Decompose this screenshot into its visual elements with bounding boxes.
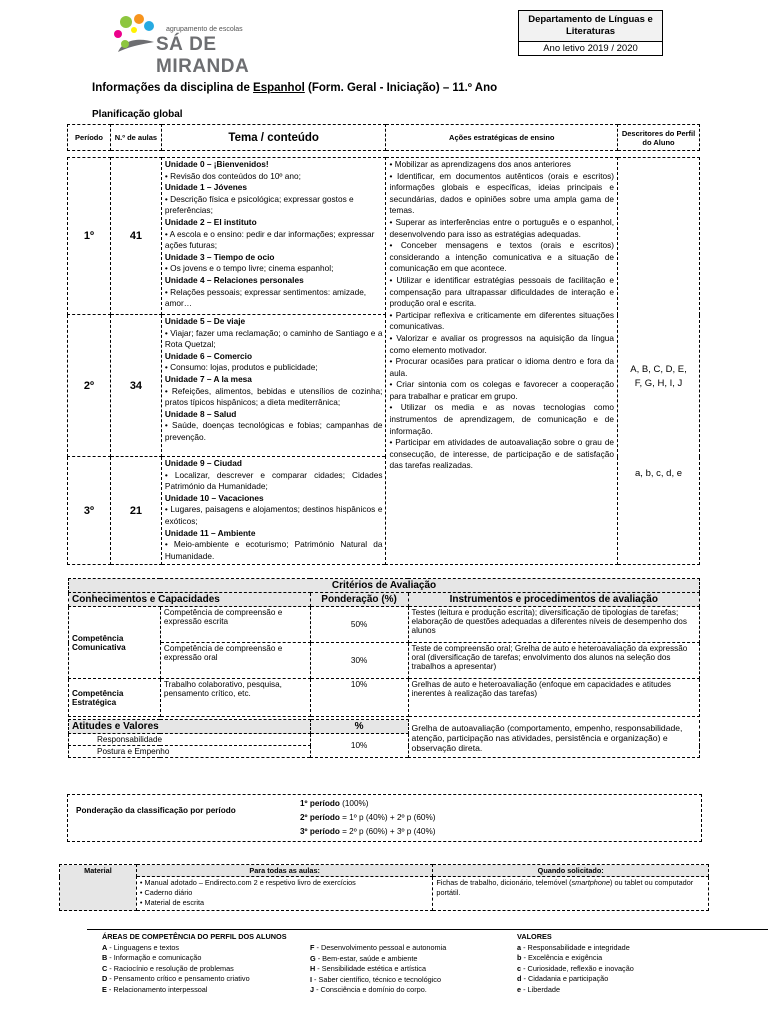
strategic-skill: Trabalho colaborativo, pesquisa, pensamento crítico, etc. (160, 679, 310, 717)
descriptors-lower: a, b, c, d, e (635, 468, 683, 479)
attitudes-pct: % (310, 720, 408, 734)
legend-item (102, 953, 287, 964)
legend-text: - Desenvolvimento pessoal e autonomia (314, 943, 447, 952)
school-year: Ano letivo 2019 / 2020 (543, 43, 638, 54)
p3-value: = 2º p (60%) + 3º p (40%) (339, 827, 436, 836)
unit-content: • Os jovens e o tempo livre; cinema espanhol; (164, 263, 334, 274)
legend-key: c (517, 963, 522, 973)
weighting-formulas (300, 797, 435, 839)
legend-item (517, 943, 634, 954)
unit-title: Unidade 8 – Salud (164, 408, 237, 419)
unit-content: • A escola e o ensino: pedir e dar informações; expressar ações futuras; (164, 228, 375, 251)
material-label: Material (60, 865, 137, 911)
action-item: • Mobilizar as aprendizagens dos anos anteriores (389, 159, 571, 169)
criteria-col-knowledge: Conhecimentos e Capacidades (69, 593, 311, 607)
legend-divider (87, 929, 768, 930)
period-2: 2º (68, 315, 111, 457)
oral-weight: 30% (310, 643, 408, 679)
legend-key: a (517, 942, 522, 952)
attitudes-title: Atitudes e Valores (69, 720, 311, 734)
legend-item (102, 974, 287, 985)
page-title (92, 82, 497, 94)
weighting-label: Ponderação da classificação por período (76, 806, 236, 815)
material-all-header: Para todas as aulas: (136, 865, 433, 877)
lessons-3: 21 (110, 457, 161, 565)
unit-content: • Lugares, paisagens e alojamentos; destinos hispânicos e exóticos; (164, 504, 383, 526)
legend-text: - Saber científico, técnico e tecnológico (312, 974, 442, 984)
legend-text: - Relacionamento interpessoal (106, 984, 208, 994)
evaluation-criteria-table (68, 578, 700, 758)
unit-title: Unidade 3 – Tiempo de ocio (164, 251, 275, 262)
legend-item (310, 985, 446, 996)
planning-table (67, 124, 700, 565)
legend-key: F (310, 943, 315, 952)
legend-text: - Pensamento crítico e pensamento criativo (107, 974, 250, 983)
unit-title: Unidade 5 – De viaje (164, 316, 246, 326)
title-subject: Espanhol (253, 82, 305, 94)
legend-item (102, 964, 287, 975)
legend-text: - Curiosidade, reflexão e inovação (521, 963, 634, 973)
criteria-col-instruments: Instrumentos e procedimentos de avaliação (408, 593, 699, 607)
legend-key: G (310, 953, 316, 963)
legend-item (102, 943, 287, 954)
lessons-2: 34 (110, 315, 161, 457)
lessons-1: 41 (110, 158, 161, 315)
strategic-instruments: Grelhas de auto e heteroavaliação (enfoque em capacidades e atitudes inerentes à realização das tarefas) (408, 679, 699, 717)
col-period: Período (68, 125, 111, 151)
p2-value: = 1º p (40%) + 2º p (60%) (339, 813, 436, 822)
unit-content: • Relações pessoais; expressar sentimentos: amizade, amor… (164, 286, 367, 309)
action-item: • Utilizar e identificar estratégias pessoais de facilitação e compensação para ultrapassar dificuldades de interação e produção oral e escrita. (389, 274, 615, 309)
material-when-pre: Fichas de trabalho, dicionário, telemóvel ( (436, 878, 572, 887)
written-instruments: Testes (leitura e produção escrita); diversificação de tipologias de tarefas; elaboração de questões adequadas a diferentes níveis de desempenho dos alunos (408, 607, 699, 643)
legend-text: - Consciência e domínio do corpo. (314, 985, 427, 994)
legend-text: - Responsabilidade e integridade (521, 942, 630, 952)
period-3: 3º (68, 457, 111, 565)
unit-content: • Revisão dos conteúdos do 10º ano; (164, 170, 301, 181)
criteria-col-weight: Ponderação (%) (310, 593, 408, 607)
attitudes-weight: 10% (310, 734, 408, 758)
action-item: • Identificar, em documentos autênticos (orais e escritos) informações globais e específicas, ideias principais e secundárias, dados e opiniões sobre uma ampla gama de temas. (389, 170, 615, 216)
logo-name: SÁ DE MIRANDA (156, 34, 250, 77)
unit-title: Unidade 0 – ¡Bienvenidos! (164, 159, 269, 169)
values-column (517, 943, 634, 996)
areas-column-2 (310, 943, 446, 996)
legend-key: C (102, 963, 108, 973)
legend-key: b (517, 953, 522, 962)
areas-column-1 (102, 943, 287, 996)
legend-key: H (310, 964, 316, 973)
legend-text: - Informação e comunicação (107, 953, 202, 962)
material-item-1: • Manual adotado – Endirecto.com 2 e respetivo livro de exercícios (139, 878, 356, 887)
communicative-competence-label: Competência Comunicativa (69, 607, 161, 679)
written-skill: Competência de compreensão e expressão escrita (160, 607, 310, 643)
legend-item (102, 985, 287, 996)
legend-item (310, 954, 446, 965)
strategic-weight: 10% (310, 679, 408, 717)
col-actions: Ações estratégicas de ensino (386, 125, 618, 151)
legend-key: J (310, 985, 315, 994)
school-logo (112, 12, 282, 77)
action-item: • Valorizar e avaliar os progressos na aquisição da língua como elemento motivador. (389, 332, 615, 355)
topics-period-1 (161, 158, 386, 315)
legend-key: D (102, 974, 108, 983)
descriptors-upper: A, B, C, D, E, F, G, H, I, J (630, 364, 687, 389)
attitude-item-2: Postura e Empenho (69, 746, 311, 758)
p1-label: 1º período (300, 799, 340, 808)
material-all-list (136, 877, 433, 911)
unit-content: • Consumo: lojas, produtos e publicidade; (164, 362, 318, 373)
unit-title: Unidade 4 – Relaciones personales (164, 274, 304, 285)
logo-small-text: agrupamento de escolas (166, 26, 243, 33)
title-suffix: (Form. Geral - Iniciação) – 11.º Ano (304, 82, 498, 94)
legend-text: - Raciocínio e resolução de problemas (107, 963, 234, 973)
legend-key: A (102, 942, 108, 952)
legend-text: - Cidadania e participação (521, 974, 609, 983)
oral-instruments: Teste de compreensão oral; Grelha de auto e heteroavaliação da expressão oral (diversificação de tarefas; envolvimento dos alunos na seleção dos trabalhos a apresentar) (408, 643, 699, 679)
unit-title: Unidade 10 – Vacaciones (164, 492, 264, 503)
col-descriptors: Descritores do Perfil do Aluno (618, 125, 700, 151)
legend-item (310, 975, 446, 986)
legend-key: B (102, 953, 108, 962)
areas-title: ÁREAS DE COMPETÊNCIA DO PERFIL DOS ALUNOS (102, 932, 287, 941)
legend-item (310, 943, 446, 954)
material-item-3: • Material de escrita (139, 898, 205, 907)
unit-title: Unidade 9 – Ciudad (164, 458, 242, 468)
material-when-post: ) ou tablet ou computador portátil. (436, 878, 694, 897)
unit-content: • Refeições, alimentos, bebidas e utensílios de cozinha; pratos típicos hispânicos; a dieta mediterrânica; (164, 385, 383, 408)
title-prefix: Informações da disciplina de (92, 82, 254, 94)
legend-text: - Bem-estar, saúde e ambiente (315, 953, 418, 963)
col-topic: Tema / conteúdo (161, 125, 386, 151)
action-item: • Conceber mensagens e textos (orais e escritos) considerando a intenção comunicativa e a situação de comunicação em que acontece. (389, 240, 615, 274)
action-item: • Utilizar os media e as novas tecnologias como instrumentos de aprendizagem, de comunicação e de informação. (389, 402, 615, 436)
period-1: 1º (68, 158, 111, 315)
logo-emblem-icon (112, 12, 162, 58)
weighting-box (67, 794, 702, 842)
legend-item (310, 964, 446, 975)
attitude-item-1: Responsabilidade (69, 734, 311, 746)
action-item: • Superar as interferências entre o português e o espanhol, desenvolvendo para isso as estratégias adequadas. (389, 216, 615, 239)
topics-period-3 (161, 457, 386, 565)
descriptors-cell (618, 158, 700, 565)
department-name: Departamento de Línguas e Literaturas (519, 11, 662, 42)
areas-legend (102, 932, 287, 995)
unit-content: • Localizar, descrever e comparar cidades; Cidades Património da Humanidade; (164, 469, 383, 492)
material-when-italic: smartphone (571, 878, 611, 887)
legend-key: e (517, 984, 522, 994)
values-title: VALORES (517, 932, 552, 941)
legend-key: I (310, 974, 313, 984)
material-when-header: Quando solicitado: (433, 865, 709, 877)
p2-label: 2º período (300, 813, 340, 822)
legend-key: E (102, 984, 107, 994)
legend-item (517, 964, 634, 975)
col-lessons: N.º de aulas (110, 125, 161, 151)
material-when-text (433, 877, 709, 911)
unit-content: • Descrição física e psicológica; expressar gostos e preferências; (164, 193, 354, 216)
action-item: • Procurar ocasiões para praticar o idioma dentro e fora da aula. (389, 356, 615, 378)
strategic-competence-label: Competência Estratégica (69, 679, 161, 717)
unit-title: Unidade 1 – Jóvenes (164, 182, 247, 193)
unit-content: • Meio-ambiente e ecoturismo; Património Natural da Humanidade. (164, 539, 383, 561)
written-weight: 50% (310, 607, 408, 643)
legend-item (517, 974, 634, 985)
department-box (518, 10, 663, 56)
oral-skill: Competência de compreensão e expressão oral (160, 643, 310, 679)
legend-text: - Linguagens e textos (107, 942, 180, 952)
p1-value: (100%) (339, 799, 369, 808)
legend-item (517, 953, 634, 964)
legend-text: - Sensibilidade estética e artística (315, 964, 427, 973)
teaching-actions (386, 158, 618, 565)
unit-title: Unidade 7 – A la mesa (164, 373, 252, 384)
section-title: Planificação global (92, 109, 183, 120)
action-item: • Participar reflexiva e criticamente em diferentes situações comunicativas. (389, 309, 615, 332)
p3-label: 3º período (300, 827, 340, 836)
unit-content: • Saúde, doenças tecnológicas e fobias; campanhas de prevenção. (164, 420, 383, 442)
attitudes-instruments: Grelha de autoavaliação (comportamento, empenho, responsabilidade, atenção, participação nas atividades, persistência e organização) e observação direta. (408, 720, 699, 758)
unit-title: Unidade 11 – Ambiente (164, 527, 256, 538)
legend-text: - Excelência e exigência (521, 953, 603, 962)
action-item: • Criar sintonia com os colegas e favorecer a cooperação para trabalhar e praticar em grupo. (389, 379, 615, 401)
topics-period-2 (161, 315, 386, 457)
legend-text: - Liberdade (521, 984, 561, 994)
material-item-2: • Caderno diário (139, 888, 193, 897)
legend-key: d (517, 974, 522, 983)
unit-title: Unidade 2 – El instituto (164, 216, 257, 227)
action-item: • Participar em atividades de autoavaliação sobre o grau de consecução, de interesse, de participação e de satisfação das tarefas realizadas. (389, 437, 615, 471)
legend-item (517, 985, 634, 996)
values-legend (517, 932, 634, 995)
criteria-title: Critérios de Avaliação (69, 579, 700, 593)
material-table (59, 864, 709, 911)
unit-content: • Viajar; fazer uma reclamação; o caminho de Santiago e a Rota Quetzal; (164, 327, 383, 350)
unit-title: Unidade 6 – Comercio (164, 350, 253, 361)
